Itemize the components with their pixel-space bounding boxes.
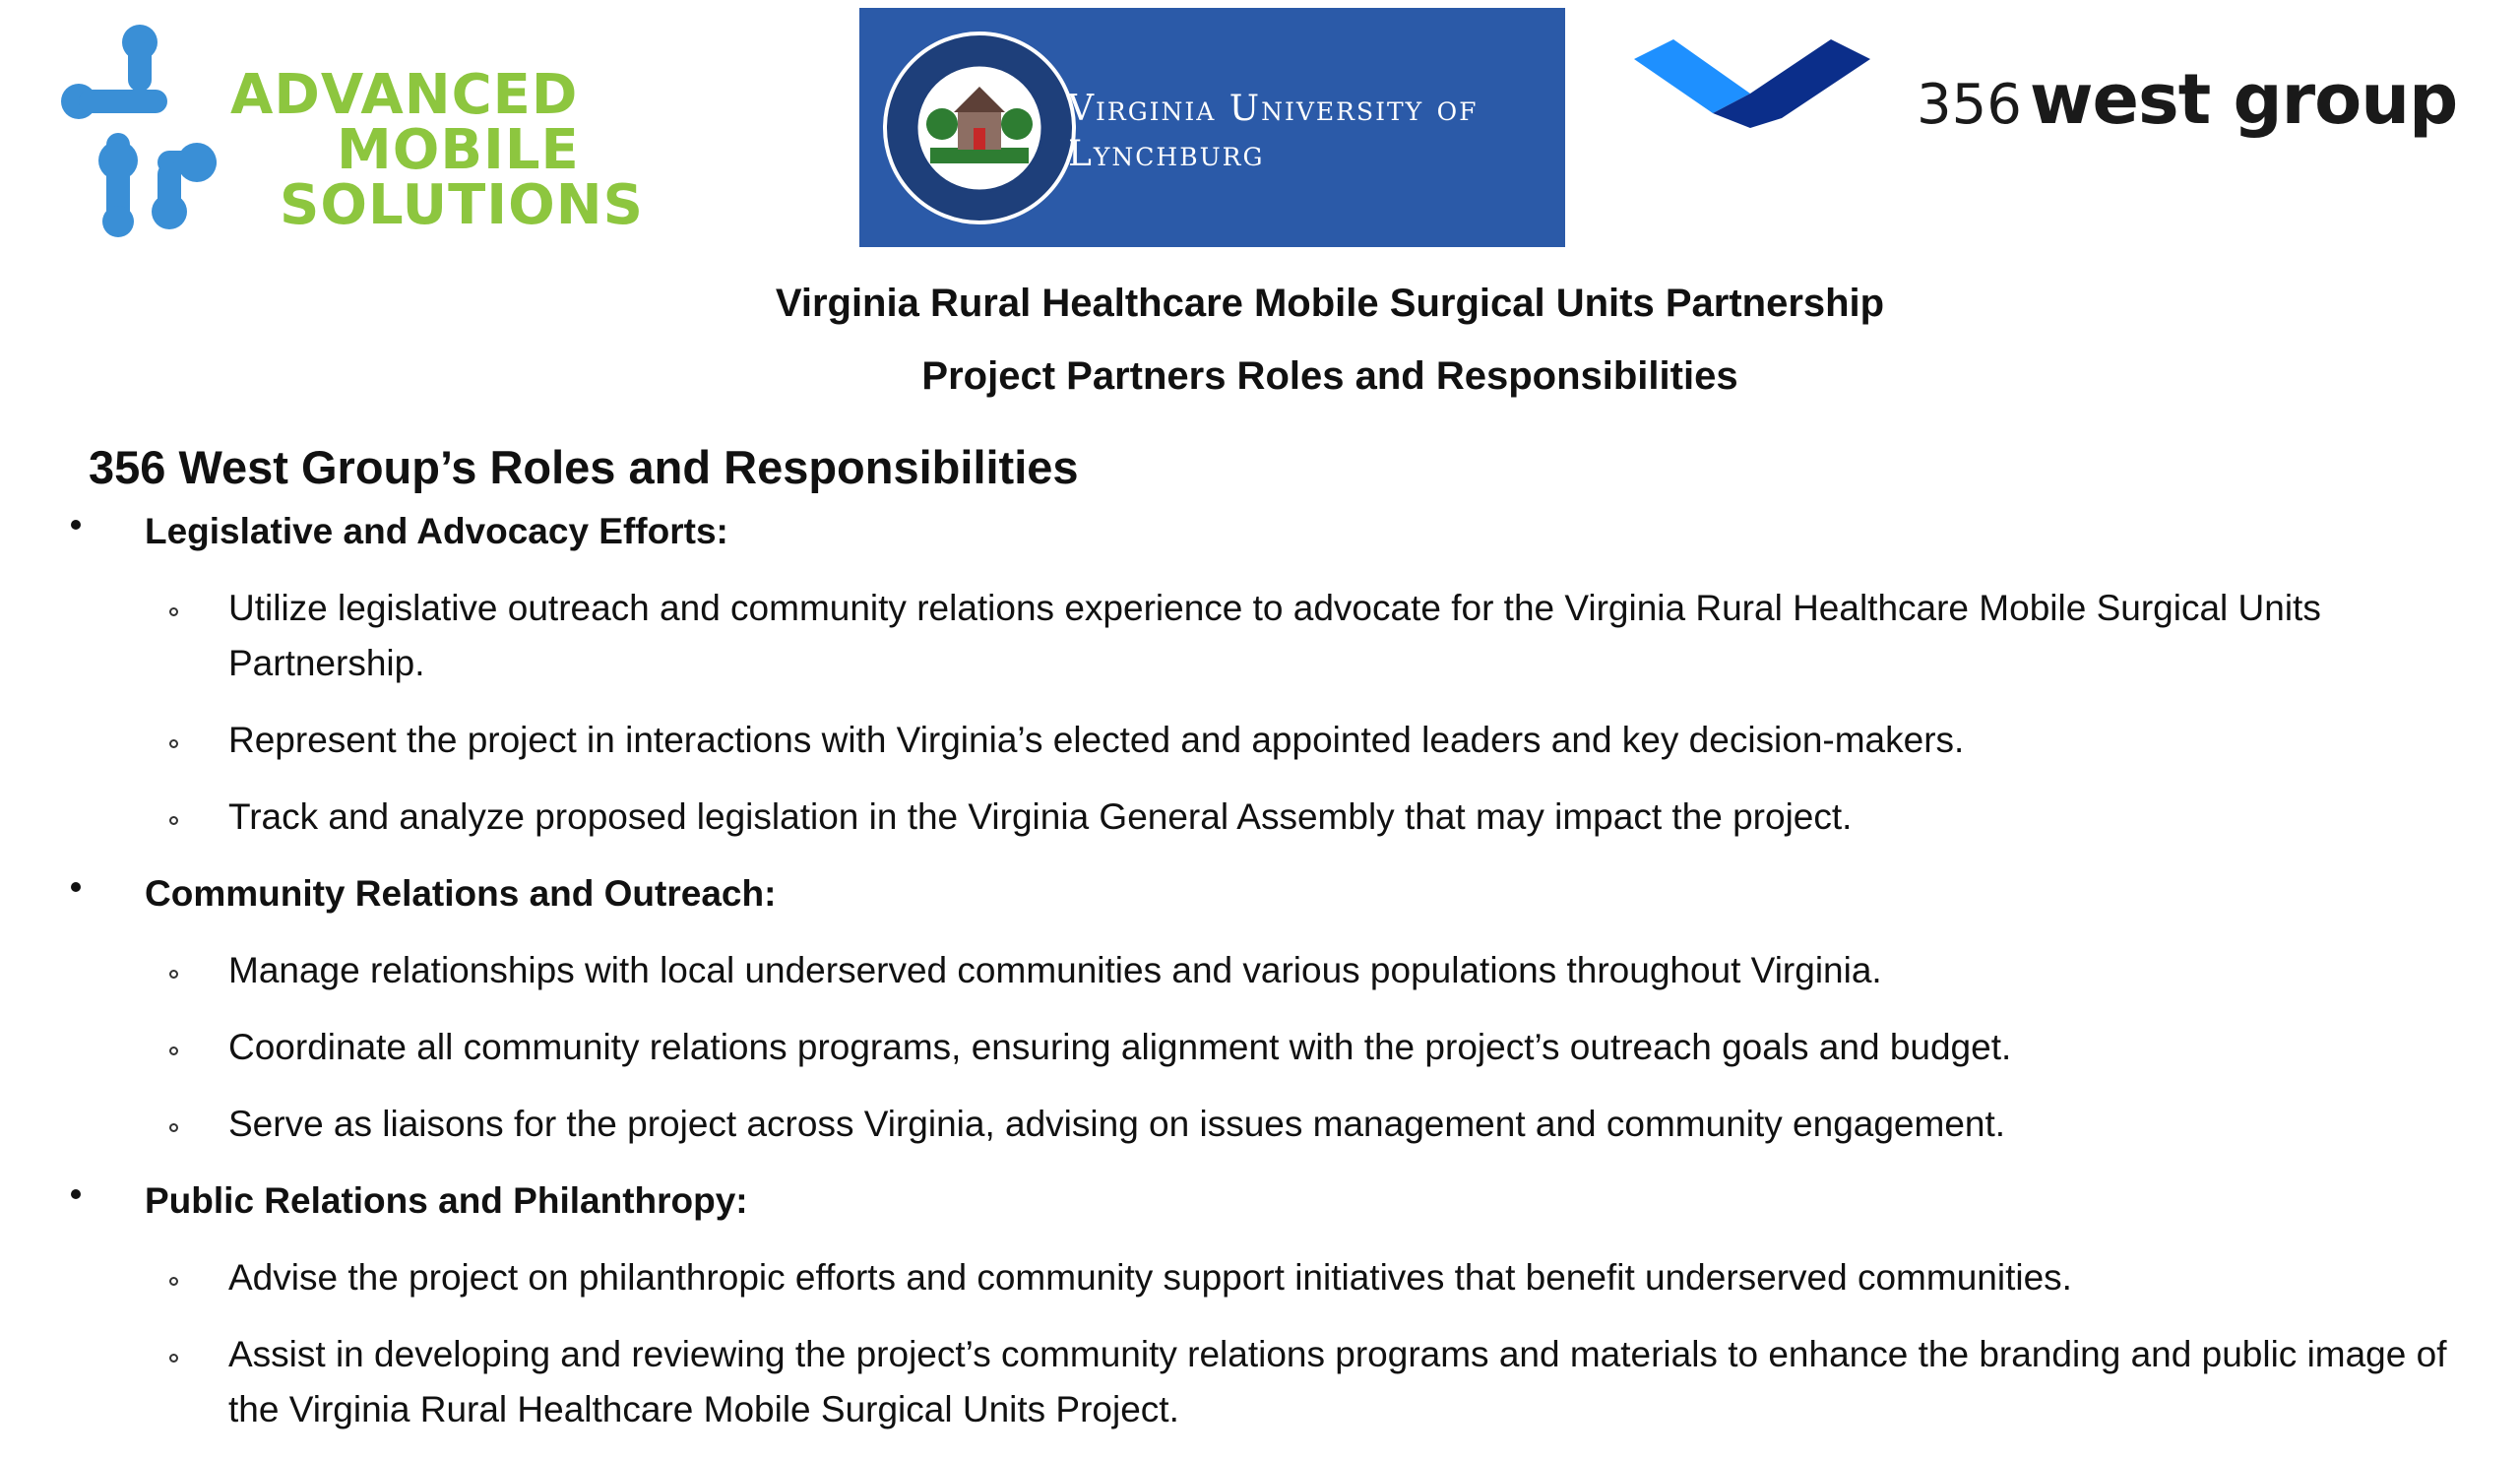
list-item xyxy=(228,1020,2492,1075)
group-legislative-advocacy xyxy=(0,504,2520,845)
list-item-text: Coordinate all community relations programs, ensuring alignment with the project’s outreach goals and budget. xyxy=(228,1027,2012,1067)
list-item xyxy=(228,1250,2492,1305)
group-header xyxy=(0,866,2520,921)
group-header xyxy=(0,504,2520,559)
group-label: Community Relations and Outreach: xyxy=(145,873,777,914)
document-title: Virginia Rural Healthcare Mobile Surgical Units Partnership xyxy=(775,282,1885,325)
hollow-bullet-icon xyxy=(169,816,178,825)
advanced-mobile-solutions-logo xyxy=(59,25,644,241)
responsibilities-list xyxy=(0,504,2520,1459)
vul-wordmark xyxy=(1068,87,1478,177)
vul-line-2: Lynchburg xyxy=(1068,134,1265,174)
group-public-relations xyxy=(0,1174,2520,1437)
hollow-bullet-icon xyxy=(169,739,178,748)
list-item xyxy=(228,713,2492,768)
list-item-text: Advise the project on philanthropic efforts and community support initiatives that benefit underserved communities. xyxy=(228,1257,2072,1298)
list-item-text: Track and analyze proposed legislation in the Virginia General Assembly that may impact the project. xyxy=(228,796,1853,837)
bullet-icon xyxy=(71,1189,81,1199)
group-label: Public Relations and Philanthropy: xyxy=(145,1180,748,1221)
bullet-icon xyxy=(71,520,81,530)
group-header xyxy=(0,1174,2520,1229)
list-item xyxy=(228,943,2492,998)
hollow-bullet-icon xyxy=(169,1277,178,1286)
list-item xyxy=(228,1097,2492,1152)
hollow-bullet-icon xyxy=(169,607,178,616)
west-group-wordmark xyxy=(1917,55,2457,150)
vul-line-1: Virginia University of xyxy=(1068,89,1479,129)
west-group-word: west group xyxy=(2029,59,2458,140)
chevron-mark-icon xyxy=(1634,39,1880,128)
section-heading: 356 West Group’s Roles and Responsibilities xyxy=(89,441,1079,493)
bullet-icon xyxy=(71,882,81,892)
university-seal-icon xyxy=(881,30,1078,226)
ams-line-1: ADVANCED xyxy=(230,63,579,127)
hollow-bullet-icon xyxy=(169,970,178,979)
hollow-bullet-icon xyxy=(169,1354,178,1363)
document-subtitle: Project Partners Roles and Responsibilities xyxy=(921,354,1738,398)
list-item-text: Assist in developing and reviewing the project’s community relations programs and materials to enhance the branding and public image of the Virginia Rural Healthcare Mobile Surgical Units Project. xyxy=(228,1334,2447,1429)
group-community-relations xyxy=(0,866,2520,1152)
logo-row xyxy=(0,0,2520,256)
ams-line-3: SOLUTIONS xyxy=(280,173,644,237)
list-item xyxy=(228,1327,2492,1437)
ams-wordmark xyxy=(169,63,644,237)
list-item-text: Manage relationships with local underserved communities and various populations throughout Virginia. xyxy=(228,950,1882,990)
list-item xyxy=(228,790,2492,845)
356-west-group-logo xyxy=(1634,30,2461,187)
hollow-bullet-icon xyxy=(169,1123,178,1132)
list-item xyxy=(228,581,2492,691)
list-item-text: Utilize legislative outreach and community relations experience to advocate for the Virginia Rural Healthcare Mobile Surgical Units Partnership. xyxy=(228,588,2321,683)
virginia-university-of-lynchburg-logo xyxy=(859,8,1565,247)
group-label: Legislative and Advocacy Efforts: xyxy=(145,511,728,551)
hollow-bullet-icon xyxy=(169,1047,178,1055)
ams-line-2: MOBILE xyxy=(337,118,580,182)
west-group-number: 356 xyxy=(1917,73,2022,137)
list-item-text: Serve as liaisons for the project across Virginia, advising on issues management and community engagement. xyxy=(228,1104,2006,1144)
list-item-text: Represent the project in interactions with Virginia’s elected and appointed leaders and key decision-makers. xyxy=(228,720,1965,760)
